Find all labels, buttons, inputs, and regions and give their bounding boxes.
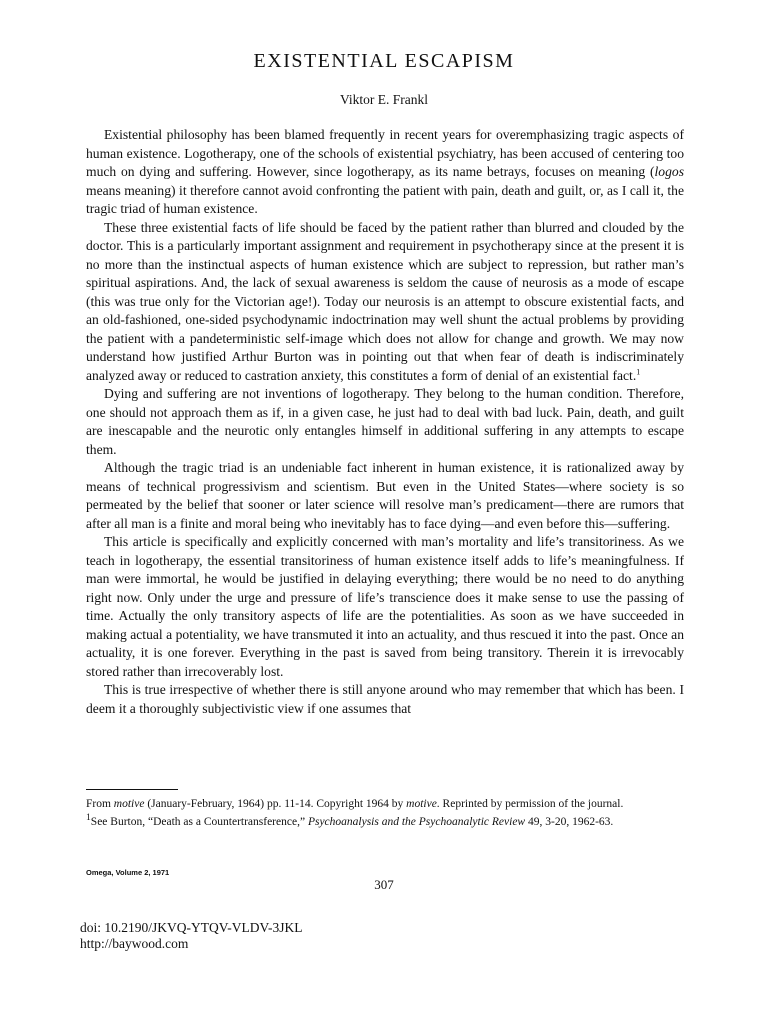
article-body [86, 126, 684, 718]
footnote-1-text-b: 49, 3-20, 1962-63. [525, 815, 614, 828]
journal-citation: Omega, Volume 2, 1971 [86, 868, 170, 877]
article-title: EXISTENTIAL ESCAPISM [253, 50, 515, 72]
footnote-1 [86, 811, 684, 829]
publisher-url[interactable]: http://baywood.com [80, 936, 189, 951]
paragraph-2 [86, 219, 684, 386]
footnote-1-journal: Psychoanalysis and the Psychoanalytic Review [307, 815, 526, 828]
paragraph-6: This is true irrespective of whether there is still anyone around who may remember that which has been. I deem it a thoroughly subjectivistic view if one assumes that [86, 682, 684, 716]
footnote-1-text-a: See Burton, “Death as a Countertransference,” [90, 815, 308, 828]
source-note-text-c: . Reprinted by permission of the journal. [436, 798, 624, 810]
footnote-1-marker: 1 [86, 812, 91, 823]
paragraph-1-text-a: Existential philosophy has been blamed frequently in recent years for overemphasizing tragic aspects of human existence. Logotherapy, one of the schools of existential psychiatry, has been accused of centering too much on dying and suffering. However, since logotherapy, as its name betrays, focuses on meaning ( [86, 127, 684, 179]
footnote-divider [86, 789, 178, 790]
paragraph-3: Dying and suffering are not inventions of logotherapy. They belong to the human condition. Therefore, one should not approach them as if, in a given case, he just had to deal with bad luck. Pain, death, and guilt are inescapable and the neurotic only entangles himself in additional suffering in any attempts to escape them. [86, 386, 684, 457]
page-number: 307 [374, 877, 394, 892]
logos-term: logos [654, 164, 684, 179]
paragraph-1 [86, 126, 684, 219]
source-note [86, 797, 684, 811]
footnote-ref-1: 1 [636, 366, 641, 376]
source-journal-name: motive [113, 798, 145, 810]
paragraph-4: Although the tragic triad is an undeniable fact inherent in human existence, it is rationalized away by means of technical progressivism and scientism. But even in the United States—where society is so permeated by the belief that sooner or later science will resolve man’s predicament—there are rumors that after all man is a finite and moral being who inevitably has to face dying—and even before this—suffering. [86, 460, 684, 531]
paragraph-1-text-b: means meaning) it therefore cannot avoid confronting the patient with pain, death and guilt, or, as I call it, the tragic triad of human existence. [86, 182, 684, 216]
source-note-text-b: (January-February, 1964) pp. 11-14. Copyright 1964 by [144, 798, 407, 810]
source-note-text-a: From [86, 798, 114, 810]
paragraph-2-text: These three existential facts of life should be faced by the patient rather than blurred and clouded by the doctor. This is a particularly important assignment and requirement in psychotherapy since at the present it is no more than the instinctual aspects of human existence which are subject to repression, but rather man’s spiritual aspirations. And, the lack of sexual awareness is seldom the cause of neurosis as a mode of escape (this was true only for the Victorian age!). Today our neurosis is an attempt to obscure existential facts, and an old-fashioned, one-sided psychodynamic indoctrination may well shunt the actual problems by providing the patient with a pandeterministic self-image which does not allow for change and growth. We may now understand how justified Arthur Burton was in pointing out that when fear of death is indiscriminately analyzed away or reduced to castration anxiety, this constitutes a form of denial of an existential fact. [86, 219, 684, 383]
footnotes [86, 797, 684, 829]
doi-link[interactable]: doi: 10.2190/JKVQ-YTQV-VLDV-3JKL [80, 920, 303, 935]
article-author: Viktor E. Frankl [339, 92, 429, 107]
doi-block [80, 920, 303, 952]
source-journal-name-2: motive [406, 798, 437, 810]
paragraph-5: This article is specifically and explicitly concerned with man’s mortality and life’s transitoriness. As we teach in logotherapy, the essential transitoriness of human existence itself adds to life’s meaningfulness. If man were immortal, he would be justified in delaying everything; there would be no need to do anything right now. Only under the urge and pressure of life’s transcience does it make sense to use the passing of time. Actually the only transitory aspects of life are the potentialities. As soon as we have succeeded in making actual a potentiality, we have transmuted it into an actuality, and thus rescued it into the past. Once an actuality, it is one forever. Everything in the past is saved from being transitory. Therein it is irrevocably stored rather than irrecoverably lost. [86, 534, 684, 679]
